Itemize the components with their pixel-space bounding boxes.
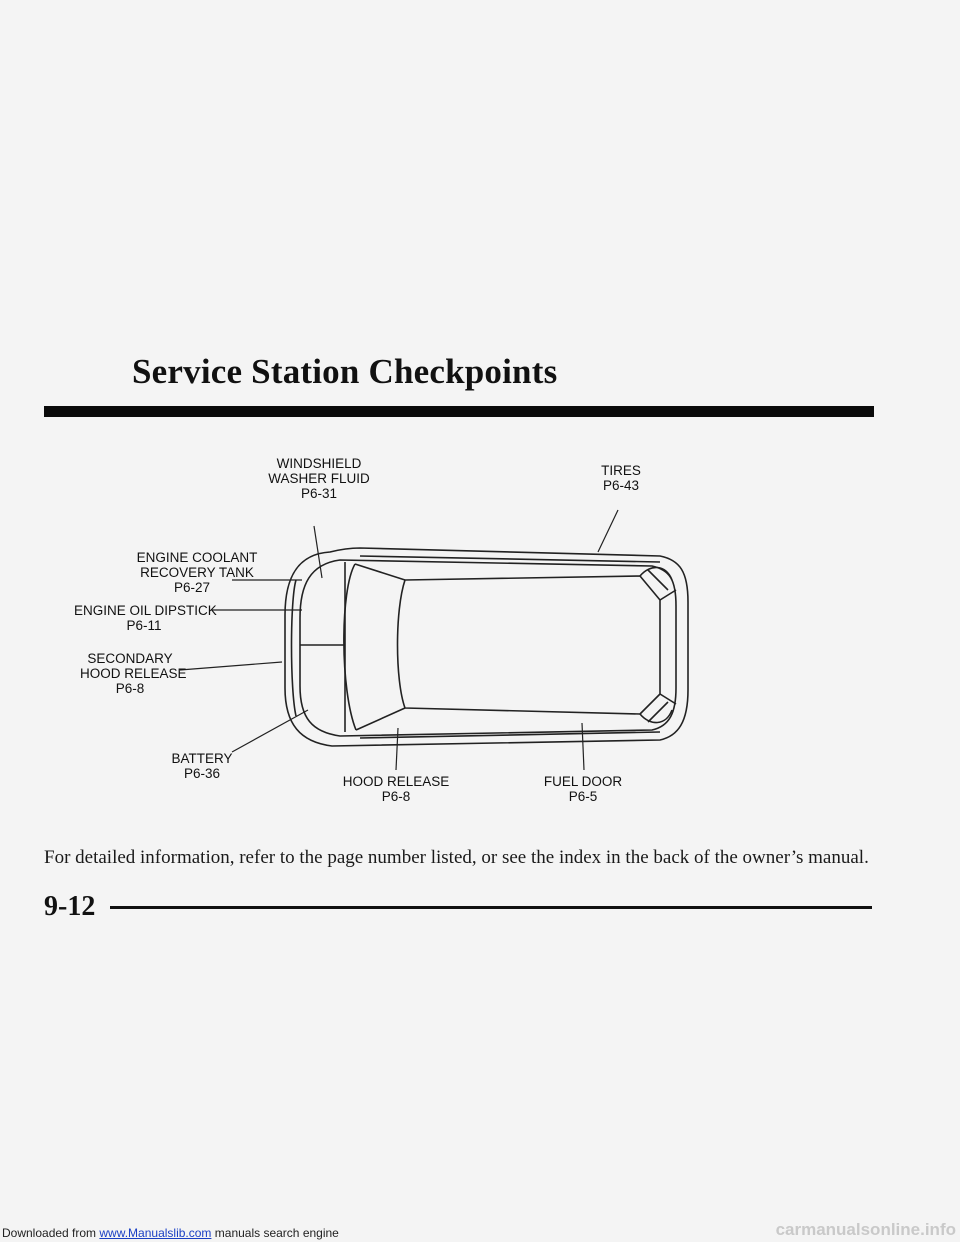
leader-battery xyxy=(232,710,308,752)
label-secondary-hood-release: SECONDARY HOOD RELEASE P6-8 xyxy=(80,651,187,696)
label-tires: TIRES P6-43 xyxy=(601,463,641,493)
manualslib-link[interactable]: www.Manualslib.com xyxy=(99,1226,212,1240)
download-source-line: Downloaded from www.Manualslib.com manuals search engine xyxy=(2,1226,339,1240)
watermark-text: carmanualsonline.info xyxy=(775,1220,956,1239)
label-fuel-door: FUEL DOOR P6-5 xyxy=(543,774,623,804)
title-rule xyxy=(44,406,874,417)
vehicle-body xyxy=(285,548,688,746)
vehicle-diagram xyxy=(0,440,960,820)
label-engine-oil-dipstick: ENGINE OIL DIPSTICK P6-11 xyxy=(74,603,217,633)
caption-text: For detailed information, refer to the page number listed, or see the index in the back of the owner’s manual. xyxy=(44,847,869,868)
page-number: 9-12 xyxy=(44,891,96,922)
label-hood-release: HOOD RELEASE P6-8 xyxy=(342,774,450,804)
leader-tires xyxy=(598,510,618,552)
label-engine-coolant: ENGINE COOLANT RECOVERY TANK P6-27 xyxy=(136,550,258,595)
leader-fuel-door xyxy=(582,723,584,770)
footer-rule xyxy=(110,906,872,909)
page-title: Service Station Checkpoints xyxy=(132,352,558,391)
label-battery: BATTERY P6-36 xyxy=(171,751,233,781)
label-windshield-washer: WINDSHIELD WASHER FLUID P6-31 xyxy=(268,456,370,501)
leader-secondary-hood xyxy=(180,662,282,670)
